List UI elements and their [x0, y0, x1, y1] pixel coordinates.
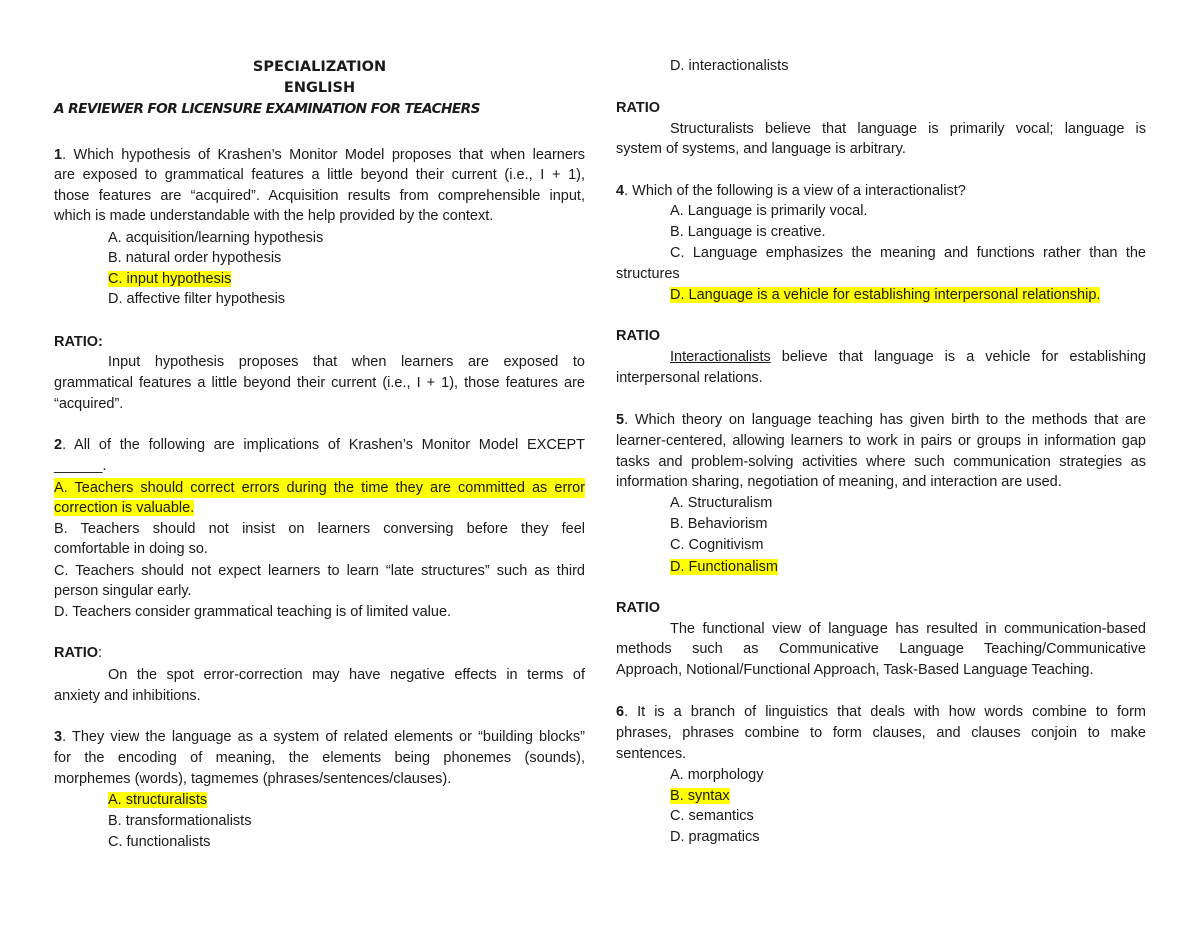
q6-line-3: sentences. — [616, 746, 687, 762]
q2-ratio-line-1: On the spot error-correction may have negative effects in terms of — [108, 667, 585, 683]
q3-option-a-answer — [54, 790, 639, 810]
q2-option-b-line-1: B. Teachers should not insist on learners conversing before they feel — [54, 521, 585, 537]
q5-number: 5 — [616, 412, 625, 428]
q1-line-3: those features are “acquired”. Acquisition results from comprehensible input, — [54, 188, 585, 204]
q3-ratio-label: RATIO — [616, 100, 661, 116]
q1-option-d: D. affective filter hypothesis — [108, 291, 286, 307]
q2-option-c-line-2: person singular early. — [54, 583, 192, 599]
q3-option-d: D. interactionalists — [670, 58, 789, 74]
q5-ratio-line-3: Approach, Notional/Functional Approach, Task-Based Language Teaching. — [616, 662, 1094, 678]
q3-number: 3 — [54, 729, 63, 745]
q4-line-1 — [616, 181, 1146, 201]
q4-option-a: A. Language is primarily vocal. — [670, 203, 868, 219]
q2-number: 2 — [54, 437, 63, 453]
q6-number: 6 — [616, 704, 625, 720]
q4-ratio-underlined-term: Interactionalists — [670, 349, 771, 365]
q3-line-2: for the encoding of meaning, the elements being phonemes (sounds), — [54, 750, 585, 766]
q2-ratio-colon: : — [98, 645, 103, 661]
q3-ratio-line-1: Structuralists believe that language is primarily vocal; language is — [670, 121, 1146, 137]
q6-option-a: A. morphology — [670, 767, 764, 783]
q1-line-4: which is made understandable with the help provided by the context. — [54, 208, 494, 224]
q2-option-b-line-2: comfortable in doing so. — [54, 541, 208, 557]
q1-line-1 — [54, 145, 585, 165]
q2-ratio-word: RATIO — [54, 645, 99, 661]
q2-option-a-answer-line-1: A. Teachers should correct errors during the time they are committed as error — [54, 480, 585, 496]
q1-option-b: B. natural order hypothesis — [108, 250, 282, 266]
q5-answer-highlight: D. Functionalism — [670, 559, 778, 575]
q2-ratio-line-2: anxiety and inhibitions. — [54, 688, 201, 704]
q4-option-b: B. Language is creative. — [670, 224, 826, 240]
q4-ratio-text-1: believe that language is a vehicle for establishing — [770, 349, 1146, 365]
q6-answer-highlight: B. syntax — [670, 788, 730, 804]
q1-option-a: A. acquisition/learning hypothesis — [108, 230, 324, 246]
q6-text-1: . It is a branch of linguistics that deals with how words combine to form — [624, 704, 1146, 720]
q5-text-1: . Which theory on language teaching has given birth to the methods that are — [624, 412, 1146, 428]
q3-line-1 — [54, 727, 585, 747]
q4-answer-highlight: D. Language is a vehicle for establishing interpersonal relationship. — [670, 287, 1101, 303]
q1-text-1: . Which hypothesis of Krashen’s Monitor Model proposes that when learners — [62, 147, 585, 163]
q2-answer-highlight-2: correction is valuable. — [54, 500, 195, 516]
q3-line-3: morphemes (words), tagmemes (phrases/sentences/clauses). — [54, 771, 452, 787]
q6-option-c: C. semantics — [670, 808, 754, 824]
q5-line-2: learner-centered, allowing learners to work in pairs or groups in information gap — [616, 433, 1146, 449]
q4-text-1: . Which of the following is a view of a interactionalist? — [624, 183, 966, 199]
q5-ratio-label: RATIO — [616, 600, 661, 616]
q1-ratio-label: RATIO: — [54, 334, 103, 350]
q5-option-d-answer — [616, 557, 1200, 577]
q4-option-c-line-1: C. Language emphasizes the meaning and functions rather than the — [670, 245, 1146, 261]
q2-text-1: . All of the following are implications of Krashen’s Monitor Model EXCEPT — [62, 437, 585, 453]
q1-ratio-line-2: grammatical features a little beyond their current (i.e., I + 1), those features are — [54, 375, 585, 391]
q6-line-2: phrases, phrases combine to form clauses, and clauses conjoin to make — [616, 725, 1146, 741]
q4-ratio-line-1 — [616, 347, 1146, 367]
q1-answer-highlight: C. input hypothesis — [108, 271, 232, 287]
q5-ratio-line-1: The functional view of language has resulted in communication-based — [670, 621, 1146, 637]
q5-ratio-line-2: methods such as Communicative Language Teaching/Communicative — [616, 641, 1146, 657]
q2-option-a-answer-line-2 — [54, 498, 585, 518]
q3-answer-highlight: A. structuralists — [108, 792, 208, 808]
q3-ratio-line-2: system of systems, and language is arbitrary. — [616, 141, 906, 157]
q4-option-d-answer — [616, 285, 1200, 305]
q5-option-c: C. Cognitivism — [670, 537, 764, 553]
q5-line-4: information sharing, negotiation of meaning, and interaction are used. — [616, 474, 1062, 490]
q1-line-2: are exposed to grammatical features a little beyond their current (i.e., I + 1), — [54, 167, 585, 183]
q5-line-3: tasks and problem-solving activities where such communication strategies as — [616, 454, 1146, 470]
q4-ratio-line-2: interpersonal relations. — [616, 370, 763, 386]
doc-title-specialization: SPECIALIZATION — [252, 59, 387, 75]
q4-number: 4 — [616, 183, 625, 199]
q2-option-d: D. Teachers consider grammatical teaching is of limited value. — [54, 604, 452, 620]
q4-option-c-line-2: structures — [616, 266, 680, 282]
q6-option-b-answer — [616, 786, 1200, 806]
q5-option-a: A. Structuralism — [670, 495, 773, 511]
q2-line-2-blank: ______. — [54, 458, 107, 474]
q2-line-1 — [54, 435, 585, 455]
q3-option-c: C. functionalists — [108, 834, 211, 850]
q2-option-c-line-1: C. Teachers should not expect learners to learn “late structures” such as third — [54, 563, 585, 579]
q3-option-b: B. transformationalists — [108, 813, 252, 829]
q1-option-c-answer — [54, 269, 639, 289]
doc-title-english: ENGLISH — [283, 80, 356, 96]
q3-text-1: . They view the language as a system of related elements or “building blocks” — [62, 729, 585, 745]
q6-option-d: D. pragmatics — [670, 829, 760, 845]
q5-option-b: B. Behaviorism — [670, 516, 768, 532]
q2-ratio-label — [54, 643, 585, 663]
q5-line-1 — [616, 410, 1146, 430]
q1-ratio-line-3: “acquired”. — [54, 396, 124, 412]
q6-line-1 — [616, 702, 1146, 722]
q4-ratio-label: RATIO — [616, 328, 661, 344]
doc-subtitle: A REVIEWER FOR LICENSURE EXAMINATION FOR TEACHERS — [54, 101, 480, 117]
q1-ratio-line-1: Input hypothesis proposes that when learners are exposed to — [108, 354, 585, 370]
q1-number: 1 — [54, 147, 63, 163]
